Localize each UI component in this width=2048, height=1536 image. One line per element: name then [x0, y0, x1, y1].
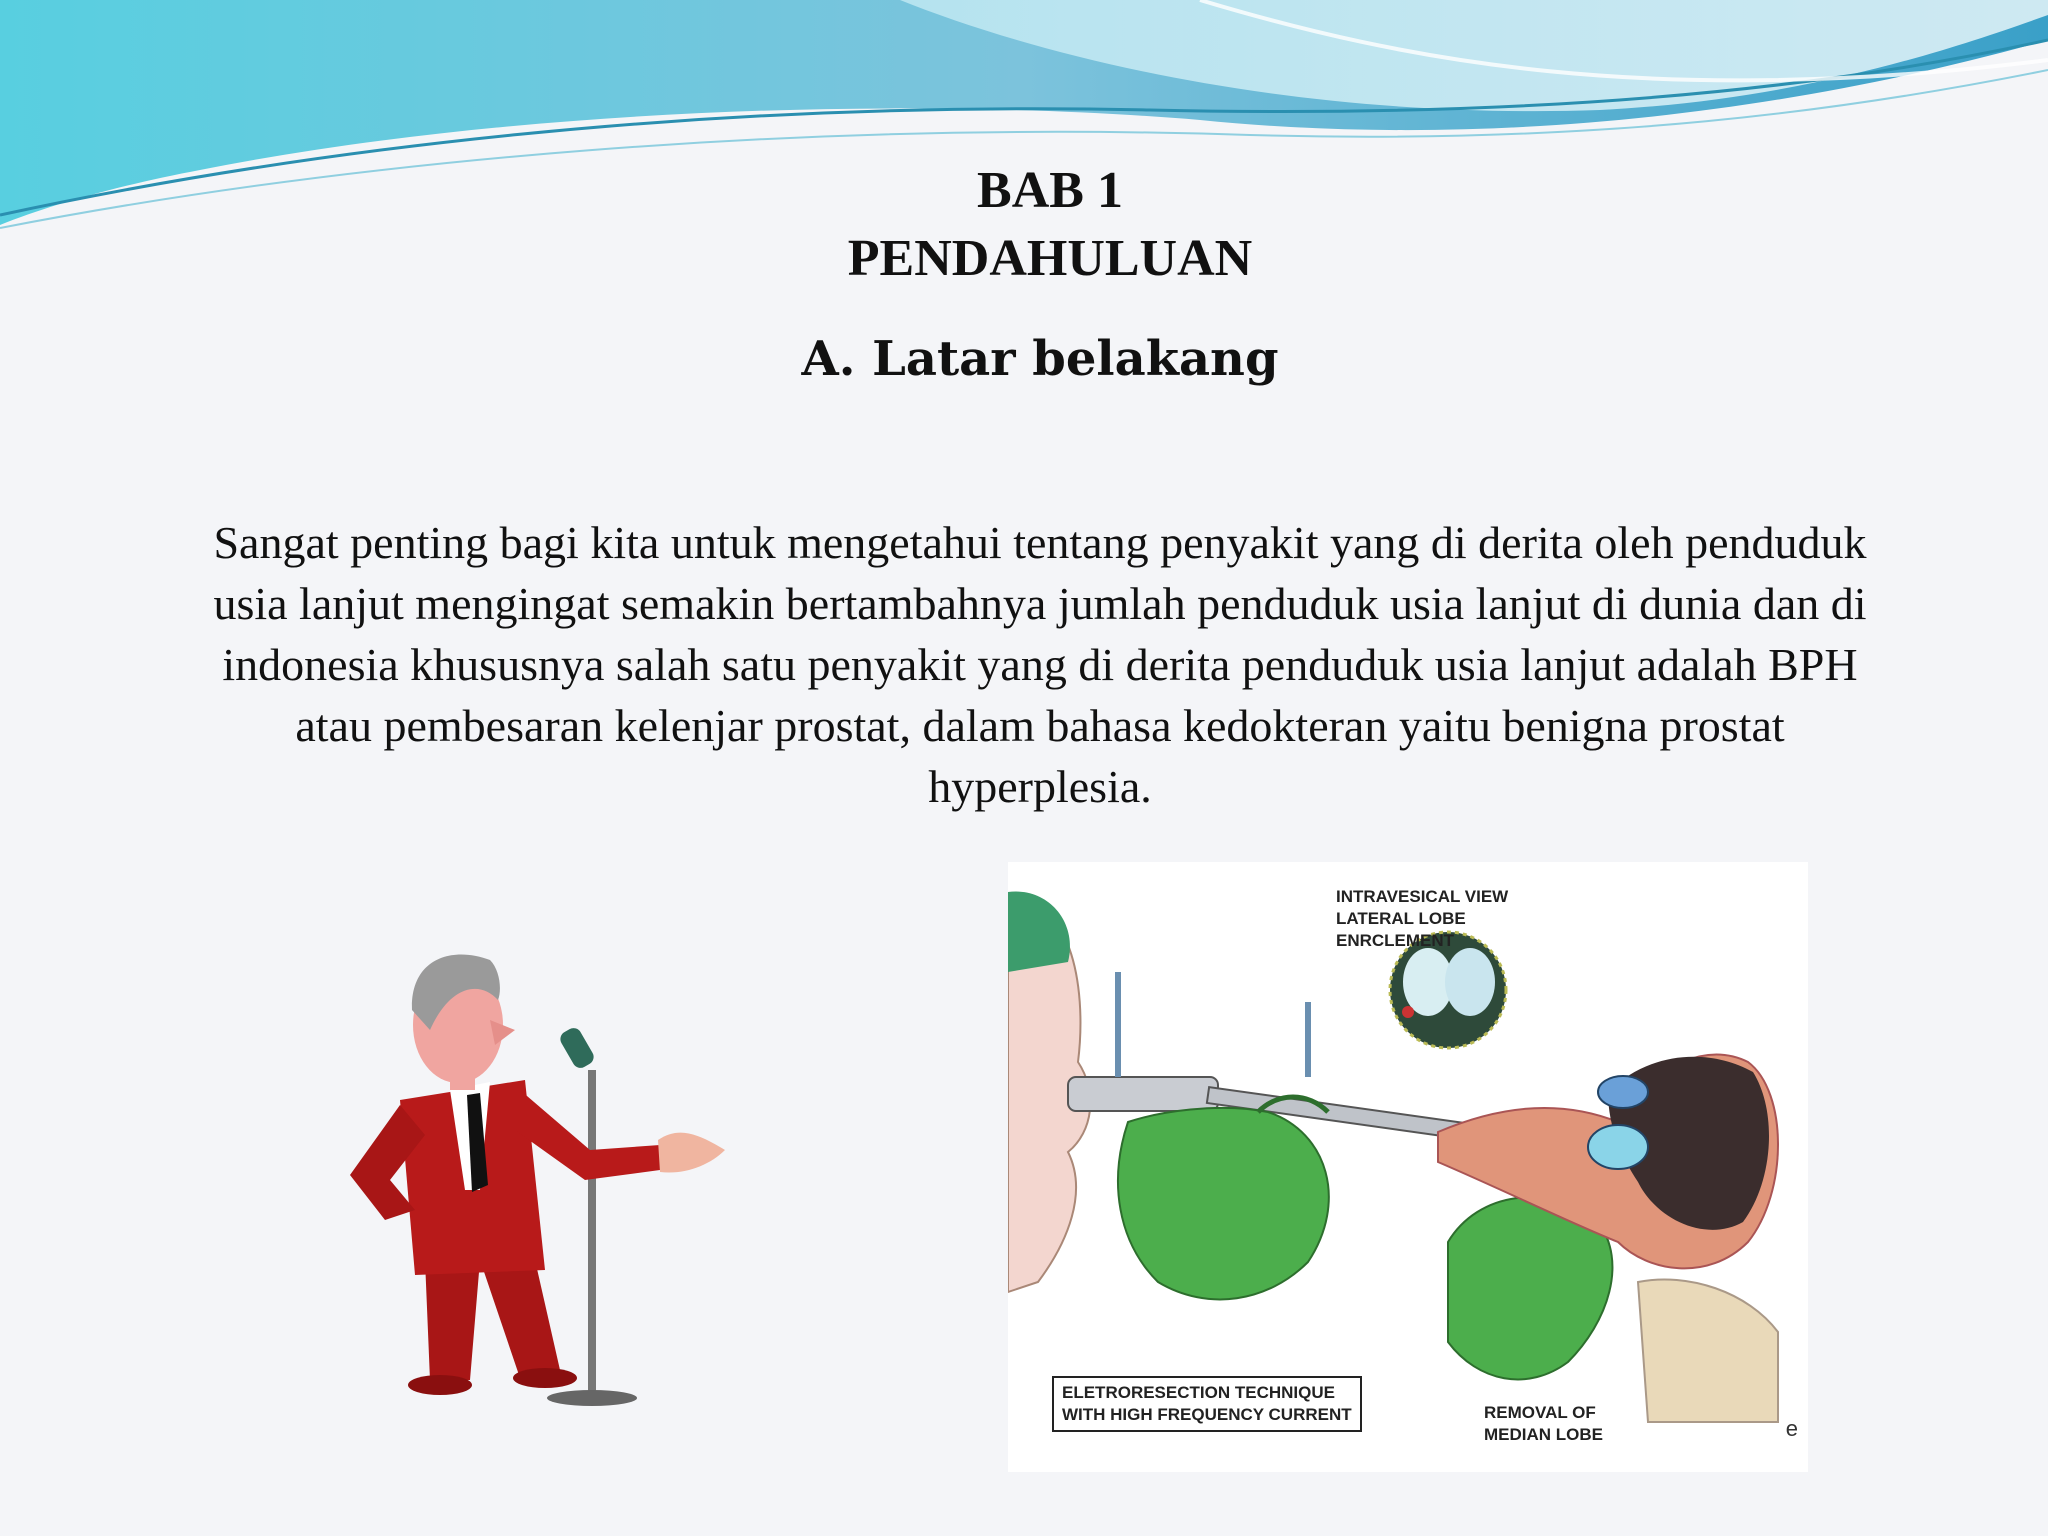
chapter-title: PENDAHULUAN — [847, 230, 1253, 287]
label-removal-median-lobe: REMOVAL OF MEDIAN LOBE — [1484, 1403, 1603, 1444]
speaker-clipart — [330, 930, 730, 1410]
label-electroresection: ELETRORESECTION TECHNIQUE WITH HIGH FREQUENCY CURRENT — [1052, 1376, 1362, 1432]
label-intravesical-view: INTRAVESICAL VIEW LATERAL LOBE ENRCLEMENT — [1336, 887, 1509, 950]
corner-mark: e — [1785, 1416, 1798, 1441]
body-paragraph: Sangat penting bagi kita untuk mengetahui tentang penyakit yang di derita oleh penduduk usia lanjut mengingat semakin bertambahnya jumlah penduduk usia lanjut di dunia dan di indonesia khususnya salah satu penyakit yang di derita penduduk usia lanjut adalah BPH atau pembesaran kelenjar prostat, dalam bahasa kedokteran yaitu benigna prostat hyperplesia. — [213, 517, 1867, 812]
medical-illustration — [1008, 862, 1808, 1472]
chapter-heading: BAB 1 — [977, 162, 1123, 219]
section-subtitle: A. Latar belakang — [801, 331, 1279, 387]
